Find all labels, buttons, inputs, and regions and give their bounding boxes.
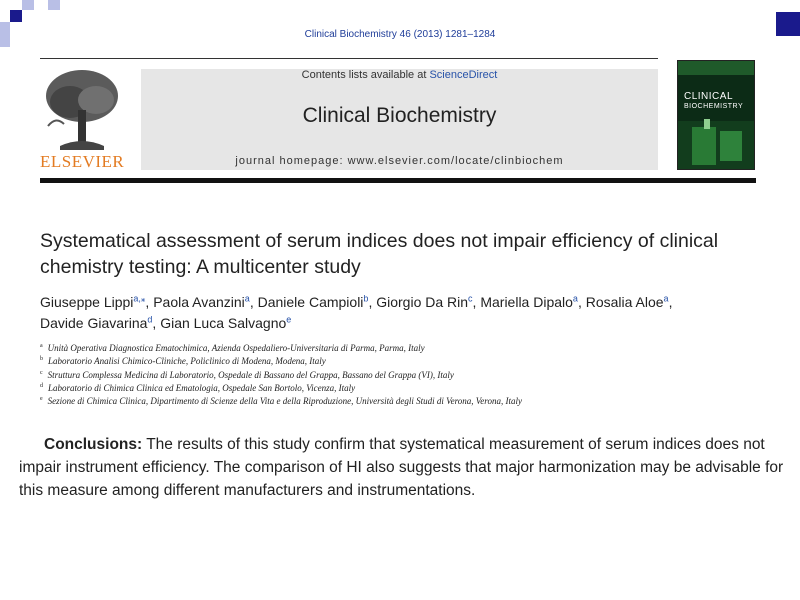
author-sep: , [668, 294, 673, 310]
affiliation-sup: b [40, 356, 43, 363]
author-sup[interactable]: a [572, 293, 578, 304]
author-name: Rosalia Aloe [585, 294, 664, 310]
author-sep: , [145, 294, 154, 310]
journal-header-band [141, 69, 658, 170]
affiliation-text: Laboratorio di Chimica Clinica ed Ematologia, Ospedale San Bortolo, Vicenza, Italy [48, 382, 356, 393]
author-sep: , [577, 294, 586, 310]
affiliation-text: Unità Operativa Diagnostica Ematochimica, Azienda Ospedaliero-Universitaria di Parma, Parma, Italy [47, 343, 425, 353]
affiliation-text: Sezione di Chimica Clinica, Dipartimento di Scienze della Vita e della Riproduzione, Università degli Studi di Verona, Verona, Italy [47, 396, 522, 407]
author-sup[interactable]: b [363, 293, 369, 304]
affiliation-item [40, 395, 760, 408]
author-sep: , [152, 315, 161, 331]
corner-square-topleft [10, 10, 22, 22]
header-thick-rule [40, 178, 756, 183]
cover-title-line2: BIOCHEMISTRY [684, 103, 744, 110]
author-name: Gian Luca Salvagno [160, 315, 287, 331]
author-name: Davide Giavarina [40, 315, 148, 331]
author-name: Paola Avanzini [153, 294, 245, 310]
affiliation-item [40, 382, 760, 395]
author-sup[interactable]: c [468, 293, 473, 304]
author-name: Giorgio Da Rin [376, 294, 469, 310]
affiliation-sup: e [40, 396, 43, 403]
author-list [40, 292, 770, 334]
affiliation-item [40, 342, 760, 355]
author-line-1 [40, 292, 770, 313]
conclusions-paragraph [19, 433, 789, 502]
affiliation-item [40, 355, 760, 368]
author-name: Mariella Dipalo [480, 294, 573, 310]
journal-cover-image [677, 60, 755, 170]
affiliation-text: Struttura Complessa Medicina di Laboratorio, Ospedale di Bassano del Grappa, Bassano del Grappa (VI), Italy [47, 369, 454, 380]
conclusions-text: The results of this study confirm that systematical measurement of serum indices does not impair instrument efficiency. The comparison of HI also suggests that major harmonization may be advisable for this measure among different manufacturers and instrumentations. [19, 436, 784, 499]
corner-square-topleft-light [22, 0, 34, 10]
author-sup[interactable]: a [663, 293, 669, 304]
affiliation-sup: c [40, 369, 43, 376]
author-name: Giuseppe Lippi [40, 294, 134, 310]
contents-prefix: Contents lists available at [301, 69, 427, 81]
affiliation-list [40, 342, 760, 408]
conclusions-label: Conclusions: [44, 436, 143, 453]
journal-title: Clinical Biochemistry [302, 104, 497, 127]
author-line-2 [40, 313, 770, 334]
author-sep: , [472, 294, 481, 310]
author-sup[interactable]: a,⁎ [133, 293, 146, 304]
cover-title-line1: CLINICAL [684, 91, 734, 102]
author-sup[interactable]: a [244, 293, 250, 304]
author-name: Daniele Campioli [257, 294, 364, 310]
article-title [40, 228, 760, 280]
citation: Clinical Biochemistry 46 (2013) 1281–1284 [304, 29, 496, 40]
affiliation-item [40, 369, 760, 382]
author-sep: , [249, 294, 258, 310]
affiliation-sup: a [40, 343, 43, 349]
contents-line [141, 69, 658, 81]
article-title-line2: chemistry testing: A multicenter study [40, 256, 361, 278]
sciencedirect-link[interactable]: ScienceDirect [429, 69, 498, 81]
elsevier-wordmark: ELSEVIER [40, 152, 125, 171]
cover-graphic [678, 61, 755, 170]
journal-homepage[interactable]: journal homepage: www.elsevier.com/locate/clinbiochem [235, 155, 564, 167]
affiliation-text: Laboratorio Analisi Chimico-Cliniche, Policlinico di Modena, Modena, Italy [48, 356, 326, 367]
author-sep: , [368, 294, 377, 310]
corner-square-top-light3 [48, 0, 60, 10]
author-sup[interactable]: e [286, 314, 292, 325]
article-title-line1: Systematical assessment of serum indices does not impair efficiency of clinical [40, 230, 719, 252]
author-sup[interactable]: d [147, 314, 153, 325]
header-rule [40, 58, 658, 59]
affiliation-sup: d [40, 382, 43, 389]
